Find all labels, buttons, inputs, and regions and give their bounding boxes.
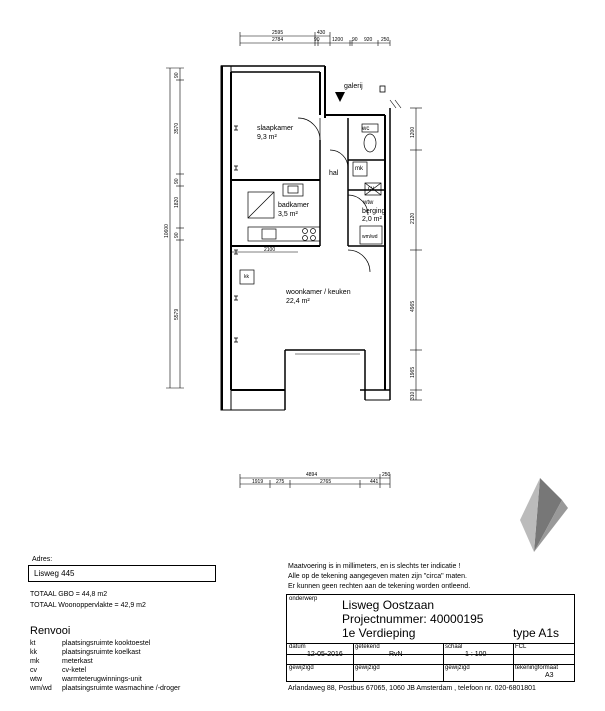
room-wc: wc — [362, 126, 370, 132]
tekeningformaat-value: A3 — [545, 672, 554, 679]
dim-left-seg-0: 90 — [174, 72, 180, 78]
title-block — [286, 594, 575, 682]
room-slaapkamer-area: 9,3 m² — [257, 134, 277, 141]
room-hal: hal — [329, 170, 339, 177]
address-value: Lisweg 445 — [34, 569, 75, 578]
room-berging-area: 2,0 m² — [362, 216, 382, 223]
dim-left-seg-3: 1820 — [174, 196, 180, 208]
footer-address: Arlandaweg 88, Postbus 67065, 1060 JB Amsterdam , telefoon nr. 020-6801801 — [288, 685, 536, 692]
dim-right-2: 4965 — [410, 300, 416, 312]
dim-bottom-right: 250 — [382, 472, 391, 478]
dim-left-seg-4: 90 — [174, 232, 180, 238]
legend-code: kk — [30, 649, 37, 656]
gewijzigd-label-3: gewijzigd — [445, 665, 470, 671]
dim-left-seg-1: 3570 — [174, 122, 180, 134]
legend-code: kt — [30, 640, 36, 647]
window-markers — [234, 126, 238, 342]
entry-label: galerij — [344, 83, 363, 90]
room-badkamer-name: badkamer — [278, 202, 310, 209]
legend-code: wtw — [30, 676, 43, 683]
address-label: Adres: — [32, 556, 53, 563]
dim-bottom-seg-1: 275 — [276, 479, 285, 485]
schaal-label: schaal — [445, 644, 463, 650]
dim-right-1: 2120 — [410, 212, 416, 224]
total-woonoppervlakte: TOTAAL Woonoppervlakte = 42,9 m2 — [30, 602, 146, 609]
dim-bottom-seg-0: 1919 — [252, 479, 264, 485]
label-mk: mk — [355, 166, 363, 172]
company-logo-icon — [520, 478, 568, 552]
room-slaapkamer-name: slaapkamer — [257, 125, 294, 132]
label-kk: kk — [244, 274, 249, 280]
legend-item — [30, 640, 280, 649]
legend-code: mk — [30, 658, 40, 665]
project-number: Projectnummer: 40000195 — [342, 612, 484, 626]
dim-right-0: 1200 — [410, 126, 416, 138]
datum-label: datum — [289, 644, 306, 650]
note-line-1: Alle op de tekening aangegeven maten zijn "circa" maten. — [288, 573, 467, 580]
legend-desc: plaatsingsruimte koelkast — [62, 649, 141, 656]
onderwerp-label: onderwerp — [289, 596, 318, 602]
tekeningformaat-label: tekeningformaat — [515, 665, 559, 671]
legend-list — [30, 640, 280, 694]
legend-code: cv — [30, 667, 37, 674]
legend-title: Renvooi — [30, 625, 71, 637]
legend-item — [30, 667, 280, 676]
dim-left-overall: 10600 — [164, 224, 170, 238]
unit-type: type A1s — [513, 626, 560, 640]
legend-item — [30, 685, 280, 694]
dim-top-seg-1: 90 — [314, 37, 320, 43]
dim-top-seg-5: 250 — [381, 37, 390, 43]
project-name: Lisweg Oostzaan — [342, 598, 435, 612]
legend-item — [30, 676, 280, 685]
fcl-label: FCL — [515, 644, 527, 650]
legend-desc: plaatsingsruimte kooktoestel — [62, 640, 151, 647]
legend-item — [30, 658, 280, 667]
dim-inner: 2100 — [264, 247, 276, 253]
legend-desc: meterkast — [62, 658, 93, 665]
schaal-value: 1 : 100 — [465, 651, 487, 658]
dim-top-seg-2: 1200 — [332, 37, 344, 43]
label-cv: cv — [368, 186, 374, 192]
dim-top-seg-3: 90 — [352, 37, 358, 43]
note-line-2: Er kunnen geen rechten aan de tekening worden ontleend. — [288, 583, 471, 590]
legend-item — [30, 649, 280, 658]
legend-desc: cv-ketel — [62, 667, 87, 674]
note-line-0: Maatvoering is in millimeters, en is slechts ter indicatie ! — [288, 563, 461, 570]
dim-right-3: 1965 — [410, 366, 416, 378]
getekend-value: RvN — [389, 651, 403, 658]
right-dimensions — [410, 108, 422, 400]
dim-bottom-seg-2: 2765 — [320, 479, 332, 485]
gewijzigd-label-1: gewijzigd — [289, 665, 314, 671]
getekend-label: getekend — [355, 644, 380, 650]
datum-value: 12-05-2016 — [307, 651, 343, 658]
legend-desc: plaatsingsruimte wasmachine /-droger — [62, 685, 181, 692]
dim-top-overall-a: 2595 — [272, 30, 284, 36]
dim-left-seg-5: 5579 — [174, 308, 180, 320]
room-berging-prefix: wtw — [363, 200, 374, 206]
gewijzigd-label-2: gewijzigd — [355, 665, 380, 671]
dim-top-overall-b: 430 — [317, 30, 326, 36]
legend-desc: warmteterugwinnings-unit — [62, 676, 142, 683]
entry-arrow-icon — [335, 92, 345, 102]
room-berging-name: berging — [362, 208, 386, 215]
dim-bottom-overall: 4894 — [306, 472, 318, 478]
dim-top-seg-4: 920 — [364, 37, 373, 43]
legend-code: wm/wd — [30, 685, 52, 692]
label-wmwd: wm/wd — [362, 234, 378, 240]
room-woonkamer-name: woonkamer / keuken — [286, 289, 351, 296]
room-woonkamer-area: 22,4 m² — [286, 298, 310, 305]
dim-bottom-seg-3: 441 — [370, 479, 379, 485]
floor-level: 1e Verdieping — [342, 626, 416, 640]
dim-right-4: 310 — [410, 391, 416, 400]
total-gbo: TOTAAL GBO = 44,8 m2 — [30, 591, 108, 598]
address-box — [28, 565, 216, 582]
room-badkamer-area: 3,5 m² — [278, 211, 298, 218]
dim-top-seg-0: 2784 — [272, 37, 284, 43]
dim-left-seg-2: 90 — [174, 178, 180, 184]
